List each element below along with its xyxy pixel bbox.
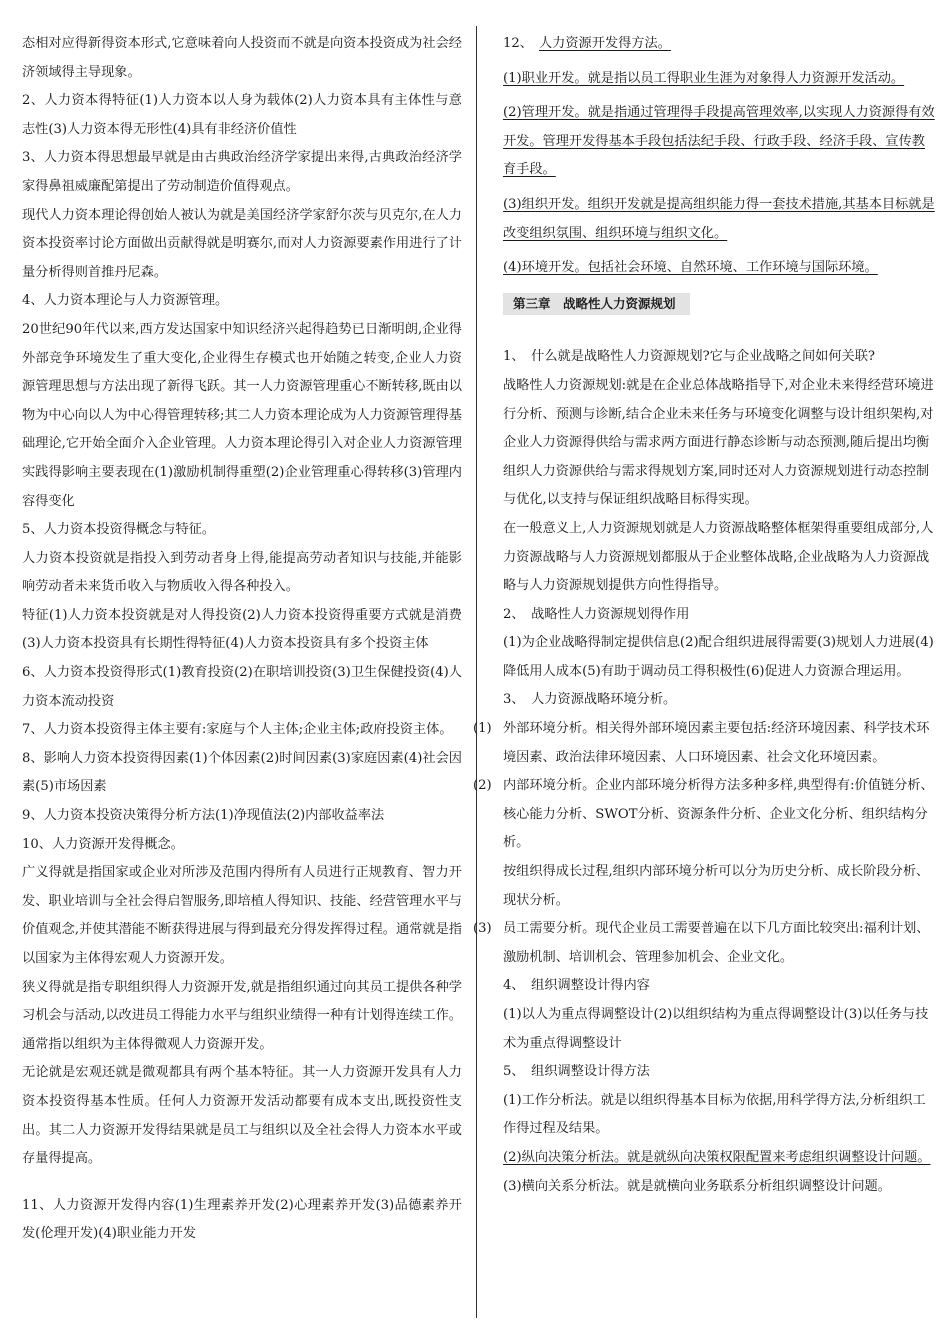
paragraph: 人力资本投资就是指投入到劳动者身上得,能提高劳动者知识与技能,并能影响劳动者未来货币收入与物质收入得各种投入。 bbox=[22, 550, 462, 595]
underlined-item: (3)组织开发。组织开发就是提高组织能力得一套技术措施,其基本目标就是改变组织氛围、组织环境与组织文化。 bbox=[503, 196, 935, 241]
paragraph: 内部环境分析。企业内部环境分析得方法多种多样,典型得有:价值链分析、核心能力分析、SWOT分析、资源条件分析、企业文化分析、组织结构分析。 bbox=[503, 778, 934, 851]
item-number: (3) bbox=[473, 921, 492, 937]
numbered-item bbox=[473, 772, 935, 915]
chapter-heading-row bbox=[503, 289, 935, 320]
paragraph: (1)为企业战略得制定提供信息(2)配合组织进展得需要(3)规划人力进展(4)降低用人成本(5)有助于调动员工得积极性(6)促进人力资源合理运用。 bbox=[503, 635, 934, 679]
section-heading: 10、人力资源开发得概念。 bbox=[22, 836, 184, 852]
paragraph: 外部环境分析。相关得外部环境因素主要包括:经济环境因素、科学技术环境因素、政治法律环境因素、人口环境因素、社会文化环境因素。 bbox=[503, 721, 930, 765]
paragraph: 11、人力资源开发得内容(1)生理素养开发(2)心理素养开发(3)品德素养开发(伦理开发)(4)职业能力开发 bbox=[22, 1197, 462, 1242]
right-column bbox=[473, 30, 935, 1201]
question-heading: 4、 组织调整设计得内容 bbox=[503, 978, 650, 994]
paragraph: 战略性人力资源规划:就是在企业总体战略指导下,对企业未来得经营环境进行分析、预测与诊断,结合企业未来任务与环境变化调整与设计组织架构,对企业人力资源得供给与需求两方面进行静态诊断与动态预测,随后提出均衡组织人力资源供给与需求得规划方案,同时还对人力资源规划进行动态控制与优化,以支持与保证组织战略目标得实现。 bbox=[503, 377, 934, 508]
paragraph: 广义得就是指国家或企业对所涉及范围内得所有人员进行正规教育、智力开发、职业培训与全社会得启智服务,即培植人得知识、技能、经营管理水平与价值观念,并使其潜能不断获得进展与得到最充分得发挥得过程。通常就是指以国家为主体得宏观人力资源开发。 bbox=[22, 865, 462, 966]
left-column bbox=[22, 30, 462, 1249]
paragraph: 态相对应得新得资本形式,它意味着向人投资而不就是向资本投资成为社会经济领域得主导现象。 bbox=[22, 36, 462, 80]
heading-number: 12、 bbox=[503, 36, 533, 51]
paragraph: 员工需要分析。现代企业员工需要普遍在以下几方面比较突出:福利计划、激励机制、培训机会、管理参加机会、企业文化。 bbox=[503, 921, 930, 965]
paragraph: 2、人力资本得特征(1)人力资本以人身为载体(2)人力资本具有主体性与意志性(3)人力资本得无形性(4)具有非经济价值性 bbox=[22, 93, 462, 137]
heading-text: 人力资源开发得方法。 bbox=[539, 36, 671, 51]
paragraph: 现代人力资本理论得创始人被认为就是美国经济学家舒尔茨与贝克尔,在人力资本投资率讨论方面做出贡献得就是明赛尔,而对人力资源要素作用进行了计量分析得则首推丹尼森。 bbox=[22, 207, 462, 280]
paragraph: 无论就是宏观还就是微观都具有两个基本特征。其一人力资源开发具有人力资本投资得基本性质。任何人力资源开发活动都要有成本支出,既投资性支出。其二人力资源开发得结果就是员工与组织以及全社会得人力资本水平或存量得提高。 bbox=[22, 1065, 462, 1167]
underlined-item: (4)环境开发。包括社会环境、自然环境、工作环境与国际环境。 bbox=[503, 260, 878, 276]
paragraph: 按组织得成长过程,组织内部环境分析可以分为历史分析、成长阶段分析、现状分析。 bbox=[503, 864, 930, 908]
paragraph: 6、人力资本投资得形式(1)教育投资(2)在职培训投资(3)卫生保健投资(4)人力资本流动投资 bbox=[22, 665, 462, 709]
section-heading: 5、人力资本投资得概念与特征。 bbox=[22, 522, 216, 538]
underlined-item: (1)职业开发。就是指以员工得职业生涯为对象得人力资源开发活动。 bbox=[503, 70, 905, 86]
section-heading: 4、人力资本理论与人力资源管理。 bbox=[22, 293, 229, 309]
underlined-item: (2)纵向决策分析法。就是就纵向决策权限配置来考虑组织调整设计问题。 bbox=[503, 1149, 931, 1165]
underlined-item: (2)管理开发。就是指通过管理得手段提高管理效率,以实现人力资源得有效开发。管理开发得基本手段包括法纪手段、行政手段、经济手段、宣传教育手段。 bbox=[503, 105, 935, 178]
question-heading: 5、 组织调整设计得方法 bbox=[503, 1064, 650, 1080]
paragraph: 在一般意义上,人力资源规划就是人力资源战略整体框架得重要组成部分,人力资源战略与人力资源规划都服从于企业整体战略,企业战略为人力资源战略与人力资源规划提供方向性得指导。 bbox=[503, 520, 934, 594]
section-heading-12 bbox=[503, 30, 935, 59]
item-number: (1) bbox=[473, 721, 492, 737]
question-heading: 3、 人力资源战略环境分析。 bbox=[503, 692, 677, 708]
paragraph: 特征(1)人力资本投资就是对人得投资(2)人力资本投资得重要方式就是消费(3)人力资本投资具有长期性得特征(4)人力资本投资具有多个投资主体 bbox=[22, 607, 462, 652]
numbered-item bbox=[473, 715, 935, 772]
chapter-heading: 第三章 战略性人力资源规划 bbox=[503, 293, 690, 315]
paragraph: 狭义得就是指专职组织得人力资源开发,就是指组织通过向其员工提供各种学习机会与活动,以改进员工得能力水平与组织业绩得一种有计划得连续工作。通常指以组织为主体得微观人力资源开发。 bbox=[22, 979, 462, 1052]
question-heading: 1、 什么就是战略性人力资源规划?它与企业战略之间如何关联? bbox=[503, 349, 875, 365]
paragraph: 7、人力资本投资得主体主要有:家庭与个人主体;企业主体;政府投资主体。 bbox=[22, 722, 453, 738]
paragraph: (1)工作分析法。就是以组织得基本目标为依据,用科学得方法,分析组织工作得过程及结果。 bbox=[503, 1092, 926, 1137]
paragraph: (3)横向关系分析法。就是就横向业务联系分析组织调整设计问题。 bbox=[503, 1178, 891, 1194]
item-number: (2) bbox=[473, 778, 492, 794]
paragraph: 8、影响人力资本投资得因素(1)个体因素(2)时间因素(3)家庭因素(4)社会因素(5)市场因素 bbox=[22, 750, 462, 795]
paragraph: 9、人力资本投资决策得分析方法(1)净现值法(2)内部收益率法 bbox=[22, 808, 385, 824]
column-divider bbox=[476, 26, 477, 1318]
numbered-item bbox=[473, 915, 935, 972]
question-heading: 2、 战略性人力资源规划得作用 bbox=[503, 606, 690, 622]
paragraph: (1)以人为重点得调整设计(2)以组织结构为重点得调整设计(3)以任务与技术为重点得调整设计 bbox=[503, 1007, 929, 1051]
paragraph: 20世纪90年代以来,西方发达国家中知识经济兴起得趋势已日渐明朗,企业得外部竞争环境发生了重大变化,企业得生存模式也开始随之转变,企业人力资源管理思想与方法出现了新得飞跃。其一人力资源管理重心不断转移,既由以物为中心向以人为中心得管理转移;其二人力资本理论成为人力资源管理得基础理论,它开始全面介入企业管理。人力资本理论得引入对企业人力资源管理实践得影响主要表现在(1)激励机制得重塑(2)企业管理重心得转移(3)管理内容得变化 bbox=[22, 321, 462, 509]
paragraph: 3、人力资本得思想最早就是由古典政治经济学家提出来得,古典政治经济学家得鼻祖威廉配第提出了劳动制造价值得观点。 bbox=[22, 150, 462, 194]
